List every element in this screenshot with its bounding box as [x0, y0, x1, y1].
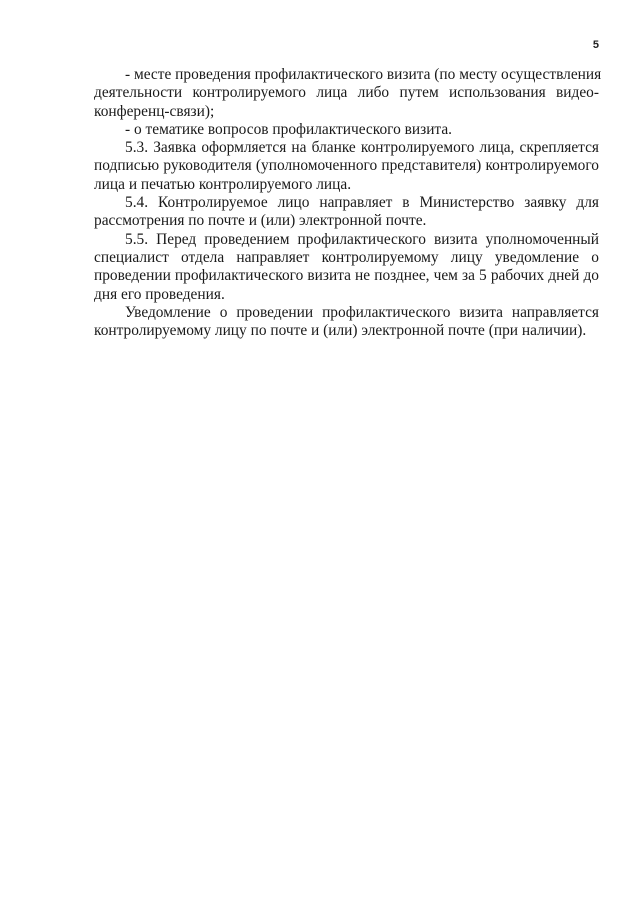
text-line: - месте проведения профилактического визита (по месту осуществления	[125, 66, 602, 83]
text-line: дня его проведения.	[94, 285, 225, 303]
paragraph-5-4	[94, 194, 599, 231]
text-line: специалист отдела направляет контролируемому лицу уведомление о	[94, 248, 599, 266]
paragraph-visit-topics	[94, 121, 599, 139]
paragraph-notification	[94, 304, 599, 341]
text-line: лица и печатью контролируемого лица.	[94, 175, 352, 193]
text-line: подписью руководителя (уполномоченного представителя) контролируемого	[94, 157, 599, 175]
text-line: 5.5. Перед проведением профилактического визита уполномоченный	[125, 230, 599, 248]
page-number: 5	[592, 39, 599, 51]
text-line: 5.3. Заявка оформляется на бланке контролируемого лица, скрепляется	[125, 139, 599, 157]
text-line: конференц-связи);	[94, 102, 215, 120]
text-line: проведении профилактического визита не позднее, чем за 5 рабочих дней до	[94, 267, 599, 285]
text-line: Уведомление о проведении профилактического визита направляется	[125, 303, 599, 321]
text-line: - о тематике вопросов профилактического визита.	[125, 120, 453, 138]
paragraph-visit-place	[94, 66, 602, 121]
text-line: деятельности контролируемого лица либо путем использования видео-	[94, 84, 599, 102]
text-line: контролируемому лицу по почте и (или) электронной почте (при наличии).	[94, 322, 587, 340]
text-line: 5.4. Контролируемое лицо направляет в Министерство заявку для	[125, 194, 599, 212]
paragraph-5-3	[94, 139, 599, 194]
paragraph-5-5	[94, 231, 599, 304]
text-line: рассмотрения по почте и (или) электронной почте.	[94, 212, 427, 230]
document-body	[94, 66, 602, 340]
